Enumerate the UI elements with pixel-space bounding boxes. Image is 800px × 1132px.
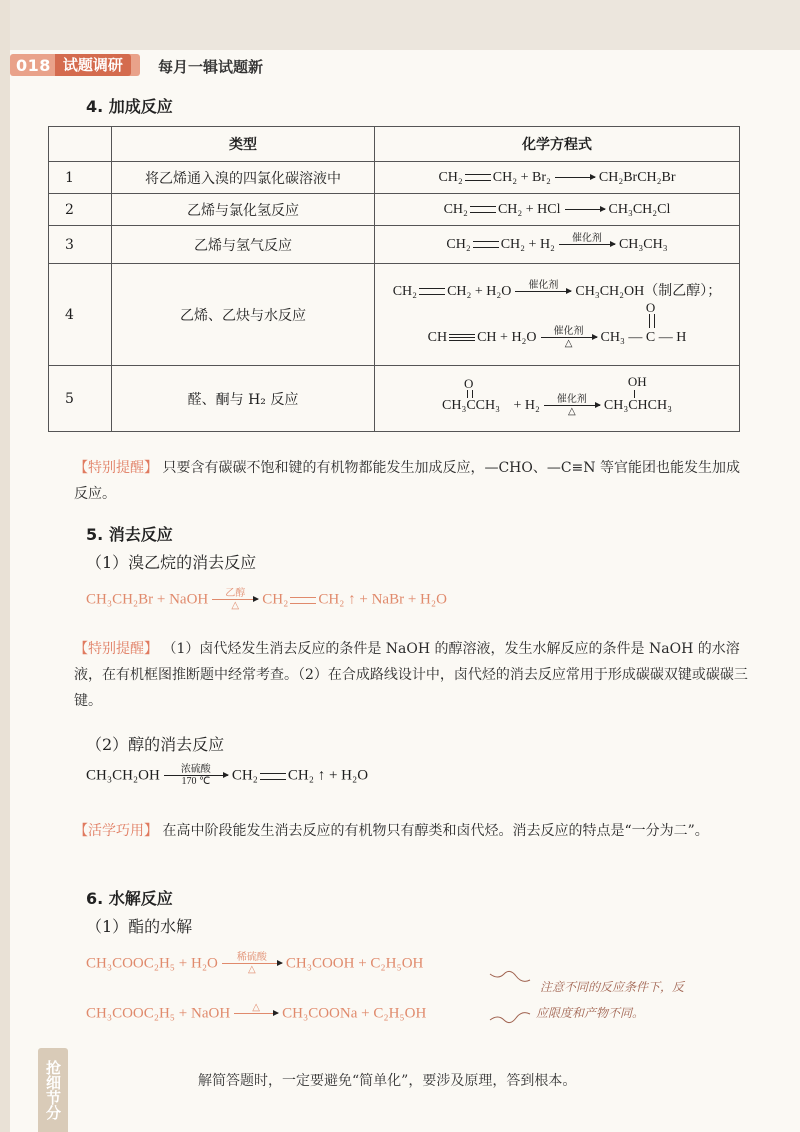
row-number: 1 [49,162,112,194]
row-number: 3 [49,226,112,264]
eq-rhs-a: CH₂ [262,591,289,608]
eq-rhs: CH₂BrCH₂Br [598,170,676,185]
row-type: 乙烯与氢气反应 [112,226,375,264]
side-tab-label: 抢细节分 [38,1048,68,1132]
eq-mid: CH + H₂O [477,329,537,345]
eq-rhs: CH₃COOH + C₂H₅OH [285,955,424,972]
series-title: 每月一辑试题新 [158,58,264,76]
footer-tip: 解简答题时，一定要避免“简单化”，要涉及原理，答到根本。 [198,1073,577,1089]
arrow-condition: 催化剂 [553,325,584,337]
table-header-row [49,127,740,162]
eq-rhs-a: CH₂ [231,767,258,784]
special-note-1 [74,455,750,507]
hydroxyl-label: OH [627,373,647,389]
arrow-condition: △ [252,1002,260,1013]
table-row [49,366,740,432]
table-header-equation: 化学方程式 [375,127,740,162]
note-tag: 【特别提醒】 [74,641,158,657]
page-left-band [0,0,10,1132]
arrow-condition-below: △ [568,405,576,417]
eq-rhs-b: CH₂ ↑ + H₂O [287,767,369,784]
arrow-condition-below: 170 ℃ [181,776,211,787]
eq-mid: CH₂ + H₂O [447,283,512,299]
reaction-arrow [212,588,258,612]
eq-lhs: CH₂ [446,236,471,252]
row-number: 2 [49,194,112,226]
eq-lhs: CH₂ [438,170,463,185]
row-equation [375,226,740,264]
row-type: 乙烯与氯化氢反应 [112,194,375,226]
row-type: 醛、酮与 H₂ 反应 [112,366,375,432]
table-header-type: 类型 [112,127,375,162]
eq-lhs: CH₂ [392,283,418,299]
row-equation [375,366,740,432]
note-tag: 【活学巧用】 [74,823,158,839]
oxygen-label: O [464,375,474,391]
page-top-band [0,0,800,50]
reaction-arrow [555,177,595,178]
handwritten-note-line-2: 应限度和产物不同。 [536,1006,645,1020]
note-text: （1）卤代烃发生消去反应的条件是 NaOH 的醇溶液，发生水解反应的条件是 NaOH 的水溶液，在有机框图推断题中经常考查。（2）在合成路线设计中，卤代烃的消去反应常用于形成碳碳双键或碳碳三键。 [74,641,748,709]
page-number-box [10,54,140,76]
handwritten-note-line-1: 注意不同的反应条件下，反 [540,980,685,994]
subsection-title: （1）酯的水解 [86,917,193,936]
eq-lhs: CH₃CH₂OH [86,767,160,784]
note-text: 在高中阶段能发生消去反应的有机物只有醇类和卤代烃。消去反应的特点是“一分为二”。 [162,823,709,839]
arrow-condition: 催化剂 [528,279,559,291]
row-equation [375,194,740,226]
arrow-condition: 催化剂 [556,393,587,405]
eq-rhs: CH₃CH₂OH（制乙醇）； [575,283,722,299]
section-5-title: 5. 消去反应 [86,525,173,544]
row-type: 将乙烯通入溴的四氯化碳溶液中 [112,162,375,194]
oxygen-label: O [645,299,656,315]
reaction-arrow [234,1002,278,1026]
reaction-arrow [541,326,597,350]
table-row [49,226,740,264]
eq-rhs: CH₃CH₃ [618,236,668,252]
carbonyl-carbon: C [645,329,656,345]
section-4-title: 4. 加成反应 [86,97,173,116]
ester-base-hydrolysis-equation [86,1002,426,1026]
eq-rhs-b: CH₂ ↑ + NaBr + H₂O [318,591,447,608]
bromoethane-elimination-equation [86,588,447,612]
arrow-condition-below: △ [231,600,240,611]
note-text: 只要含有碳碳不饱和键的有机物都能发生加成反应，—CHO、—C≡N 等官能团也能发生加成反应。 [74,460,740,502]
table-row [49,162,740,194]
table-row [49,194,740,226]
row-number: 4 [49,264,112,366]
eq-rhs-h: H [676,329,687,345]
reversible-arrow [222,952,282,976]
reaction-arrow [515,280,571,304]
eq-mid: CH₂ + H₂ [500,236,555,252]
eq-rhs: CH₃CHCH₃ [603,397,672,413]
note-tag: 【特别提醒】 [74,460,158,476]
eq-lhs: CH₃CH₂Br + NaOH [86,591,209,608]
arrow-condition-below: △ [248,964,256,975]
addition-reaction-table [48,126,740,432]
table-header-num [49,127,112,162]
eq-rhs: CH₃CH₂Cl [608,202,671,217]
ethanol-elimination-equation [86,764,368,788]
eq-lhs: CH₃CCH₃ [442,397,500,413]
eq-rhs: CH₃ [600,329,625,345]
arrow-condition: 催化剂 [571,232,602,244]
subsection-title: （1）溴乙烷的消去反应 [86,553,257,572]
arrow-condition: 乙醇 [225,588,246,599]
eq-mid: CH₂ + HCl [497,202,561,217]
eq-rhs: CH₃COONa + C₂H₅OH [282,1005,427,1022]
ester-acid-hydrolysis-equation [86,952,423,976]
page-header [10,50,800,78]
special-note-2 [74,636,750,714]
eq-mid: + H₂ [513,397,540,413]
eq-lhs: CH₃COOC₂H₅ + NaOH [86,1005,231,1022]
reaction-arrow [565,209,605,210]
arrow-condition: 浓硫酸 [180,764,211,775]
tip-note [74,818,750,844]
eq-lhs: CH [427,329,448,345]
arrow-condition: 稀硫酸 [236,952,267,963]
eq-lhs: CH₃COOC₂H₅ + H₂O [86,955,218,972]
row-type: 乙烯、乙炔与水反应 [112,264,375,366]
arrow-condition-below: △ [564,337,573,349]
row-equation: CH₂ CH₂ + H₂O 催化剂 CH₃CH₂OH（制乙醇）； CH CH + H₂O 催化剂 △ CH₃ — O C — H [375,264,740,366]
row-number: 5 [49,366,112,432]
eq-lhs: CH₂ [443,202,468,217]
table-row [49,264,740,366]
page-number: 018 [16,55,51,75]
reaction-arrow [164,764,228,788]
subsection-title: （2）醇的消去反应 [86,735,225,754]
section-label: 试题调研 [55,54,131,76]
section-6-title: 6. 水解反应 [86,889,173,908]
row-equation [375,162,740,194]
reaction-arrow [544,394,600,418]
eq-mid: CH₂ + Br₂ [492,170,551,185]
reaction-arrow [559,233,615,257]
